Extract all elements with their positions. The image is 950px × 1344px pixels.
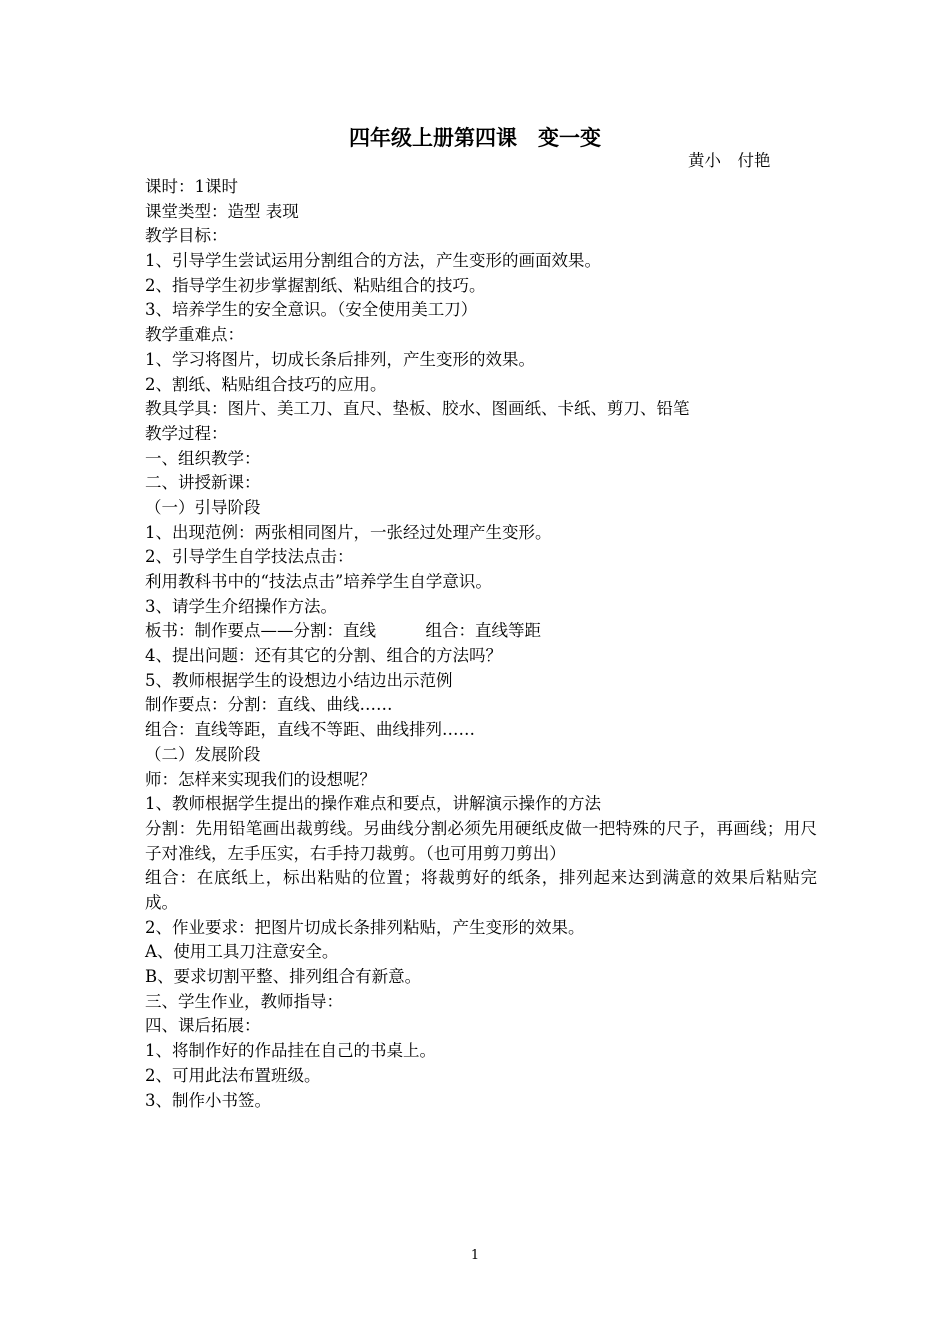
body-line: 四、课后拓展： — [145, 1016, 261, 1036]
body-line: 课堂类型：造型 表现 — [145, 201, 299, 221]
document-body — [145, 175, 817, 1113]
document-title: 四年级上册第四课 变一变 — [349, 125, 601, 150]
body-line: 师：怎样来实现我们的设想呢？ — [145, 769, 376, 789]
body-line: 教学过程： — [145, 423, 228, 443]
body-line: 3、请学生介绍操作方法。 — [145, 596, 337, 616]
body-line: 板书：制作要点——分割：直线 组合：直线等距 — [145, 621, 541, 641]
body-line: 2、作业要求：把图片切成长条排列粘贴，产生变形的效果。 — [145, 917, 585, 937]
body-line: 3、培养学生的安全意识。（安全使用美工刀） — [145, 300, 478, 320]
body-line: 3、制作小书签。 — [145, 1090, 271, 1110]
body-line: 一、组织教学： — [145, 448, 261, 468]
body-line: 2、可用此法布置班级。 — [145, 1065, 321, 1085]
page-number: 1 — [470, 1248, 480, 1263]
body-line: 2、割纸、粘贴组合技巧的应用。 — [145, 374, 387, 394]
body-line: 教学重难点： — [145, 325, 244, 345]
body-line: 1、出现范例：两张相同图片，一张经过处理产生变形。 — [145, 522, 552, 542]
body-line: 2、引导学生自学技法点击： — [145, 547, 354, 567]
body-paragraph-combine: 组合：在底纸上，标出粘贴的位置；将裁剪好的纸条，排列起来达到满意的效果后粘贴完成。 — [145, 868, 817, 912]
body-line: 二、讲授新课： — [145, 473, 261, 493]
body-line: 三、学生作业，教师指导： — [145, 991, 343, 1011]
body-line: 制作要点：分割：直线、曲线…… — [145, 695, 393, 715]
body-line: 课时：1课时 — [145, 177, 238, 196]
body-line: 教具学具：图片、美工刀、直尺、垫板、胶水、图画纸、卡纸、剪刀、铅笔 — [145, 399, 690, 419]
body-line: B、要求切割平整、排列组合有新意。 — [145, 967, 422, 987]
body-line: 1、学习将图片，切成长条后排列，产生变形的效果。 — [145, 349, 535, 369]
body-line: 5、教师根据学生的设想边小结边出示范例 — [145, 670, 453, 690]
document-author: 黄小 付艳 — [688, 151, 771, 170]
body-line: 利用教科书中的“技法点击”培养学生自学意识。 — [145, 572, 492, 591]
body-line: （一）引导阶段 — [145, 497, 261, 517]
body-line: A、使用工具刀注意安全。 — [145, 942, 339, 962]
body-line: 1、引导学生尝试运用分割组合的方法，产生变形的画面效果。 — [145, 251, 601, 271]
body-paragraph-cut: 分割：先用铅笔画出裁剪线。另曲线分割必须先用硬纸皮做一把特殊的尺子，再画线；用尺子对准线，左手压实，右手持刀裁剪。（也可用剪刀剪出） — [145, 818, 817, 863]
body-line: 2、指导学生初步掌握割纸、粘贴组合的技巧。 — [145, 275, 486, 295]
body-line: 教学目标： — [145, 226, 228, 246]
body-line: 组合：直线等距，直线不等距、曲线排列…… — [145, 720, 475, 740]
body-line: 1、将制作好的作品挂在自己的书桌上。 — [145, 1041, 436, 1061]
body-line: 4、提出问题：还有其它的分割、组合的方法吗？ — [145, 646, 502, 666]
body-line: 1、教师根据学生提出的操作难点和要点，讲解演示操作的方法 — [145, 794, 601, 814]
body-line: （二）发展阶段 — [145, 744, 261, 764]
